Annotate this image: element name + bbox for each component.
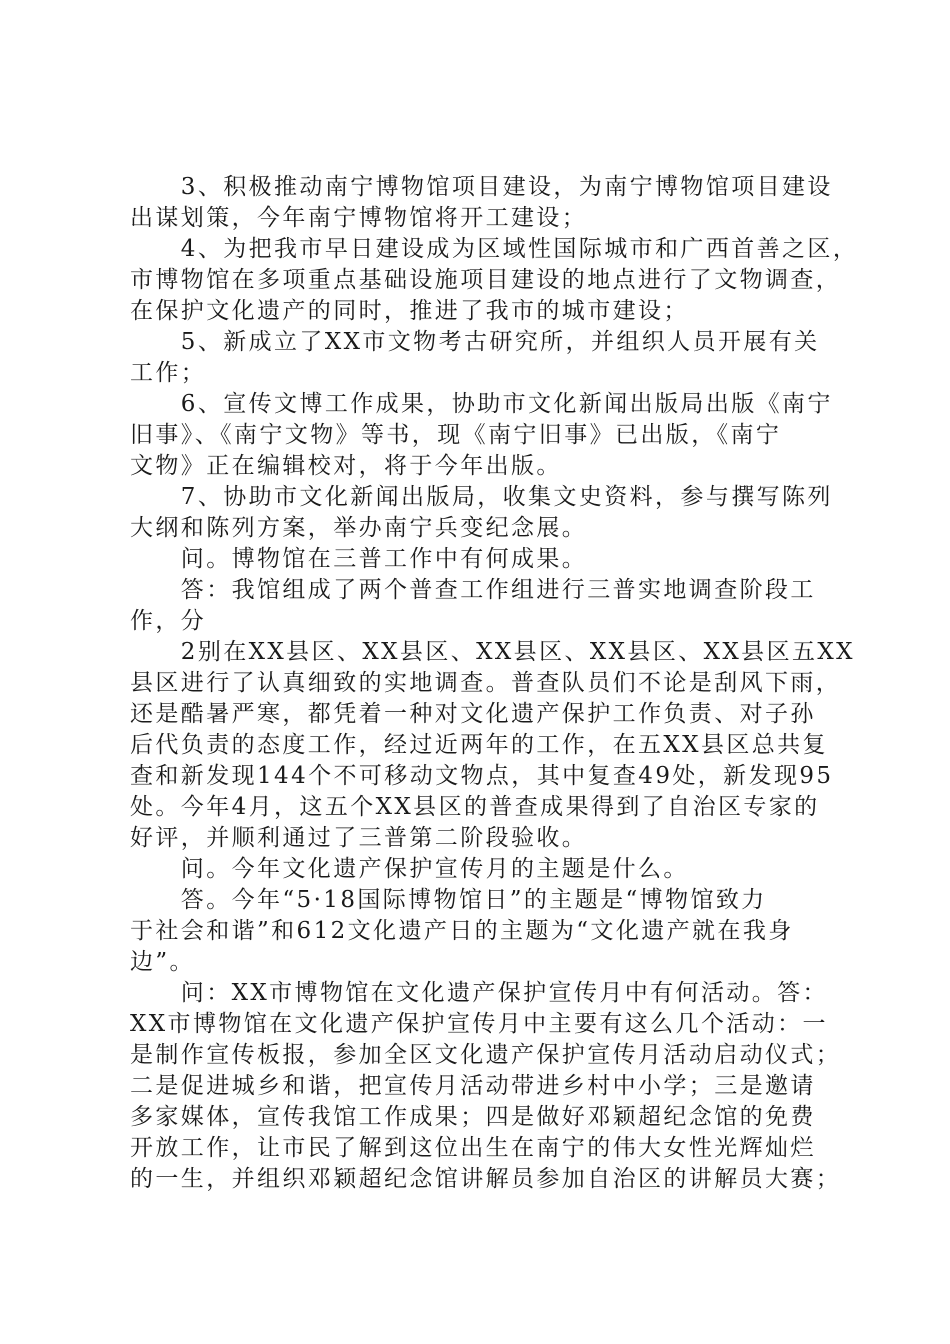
text-line: 工作；: [130, 360, 207, 386]
text-line: XX市博物馆在文化遗产保护宣传月中主要有这么几个活动：一: [130, 1011, 828, 1037]
text-line: 问。今年文化遗产保护宣传月的主题是什么。: [130, 856, 689, 882]
text-line: 问：XX市博物馆在文化遗产保护宣传月中有何活动。答：: [130, 980, 828, 1006]
text-line: 6、宣传文博工作成果，协助市文化新闻出版局出版《南宁: [130, 391, 833, 417]
text-line: 多家媒体，宣传我馆工作成果；四是做好邓颖超纪念馆的免费: [130, 1104, 816, 1130]
text-line: 还是酷暑严寒，都凭着一种对文化遗产保护工作负责、对子孙: [130, 701, 816, 727]
text-line: 5、新成立了XX市文物考古研究所，并组织人员开展有关: [130, 329, 820, 355]
text-line: 是制作宣传板报，参加全区文化遗产保护宣传月活动启动仪式；: [130, 1042, 842, 1068]
text-line: 市博物馆在多项重点基础设施项目建设的地点进行了文物调查，: [130, 267, 842, 293]
text-line: 答：我馆组成了两个普查工作组进行三普实地调查阶段工: [130, 577, 816, 603]
text-line: 二是促进城乡和谐，把宣传月活动带进乡村中小学；三是邀请: [130, 1073, 816, 1099]
text-line: 大纲和陈列方案，举办南宁兵变纪念展。: [130, 515, 588, 541]
text-line: 于社会和谐”和612文化遗产日的主题为“文化遗产就在我身: [130, 918, 794, 944]
text-line: 作，分: [130, 608, 207, 634]
text-line: 后代负责的态度工作，经过近两年的工作，在五XX县区总共复: [130, 732, 828, 758]
text-line: 边”。: [130, 949, 195, 975]
text-line: 在保护文化遗产的同时，推进了我市的城市建设；: [130, 298, 689, 324]
text-line: 县区进行了认真细致的实地调查。普查队员们不论是刮风下雨，: [130, 670, 842, 696]
text-line: 的一生，并组织邓颖超纪念馆讲解员参加自治区的讲解员大赛；: [130, 1166, 842, 1192]
text-line: 2别在XX县区、XX县区、XX县区、XX县区、XX县区五XX: [130, 639, 855, 665]
text-line: 出谋划策，今年南宁博物馆将开工建设；: [130, 205, 588, 231]
text-line: 好评，并顺利通过了三普第二阶段验收。: [130, 825, 588, 851]
text-line: 问。博物馆在三普工作中有何成果。: [130, 546, 588, 572]
text-line: 7、协助市文化新闻出版局，收集文史资料，参与撰写陈列: [130, 484, 833, 510]
text-line: 4、为把我市早日建设成为区域性国际城市和广西首善之区，: [130, 236, 859, 262]
text-line: 答。今年“5·18国际博物馆日”的主题是“博物馆致力: [130, 887, 767, 913]
text-line: 3、积极推动南宁博物馆项目建设，为南宁博物馆项目建设: [130, 174, 833, 200]
document-body: [130, 172, 859, 1195]
text-line: 文物》正在编辑校对，将于今年出版。: [130, 453, 562, 479]
text-line: 开放工作，让市民了解到这位出生在南宁的伟大女性光辉灿烂: [130, 1135, 816, 1161]
text-line: 查和新发现144个不可移动文物点，其中复查49处，新发现95: [130, 763, 834, 789]
text-line: 处。今年4月，这五个XX县区的普查成果得到了自治区专家的: [130, 794, 820, 820]
text-line: 旧事》、《南宁文物》等书，现《南宁旧事》已出版，《南宁: [130, 422, 782, 448]
